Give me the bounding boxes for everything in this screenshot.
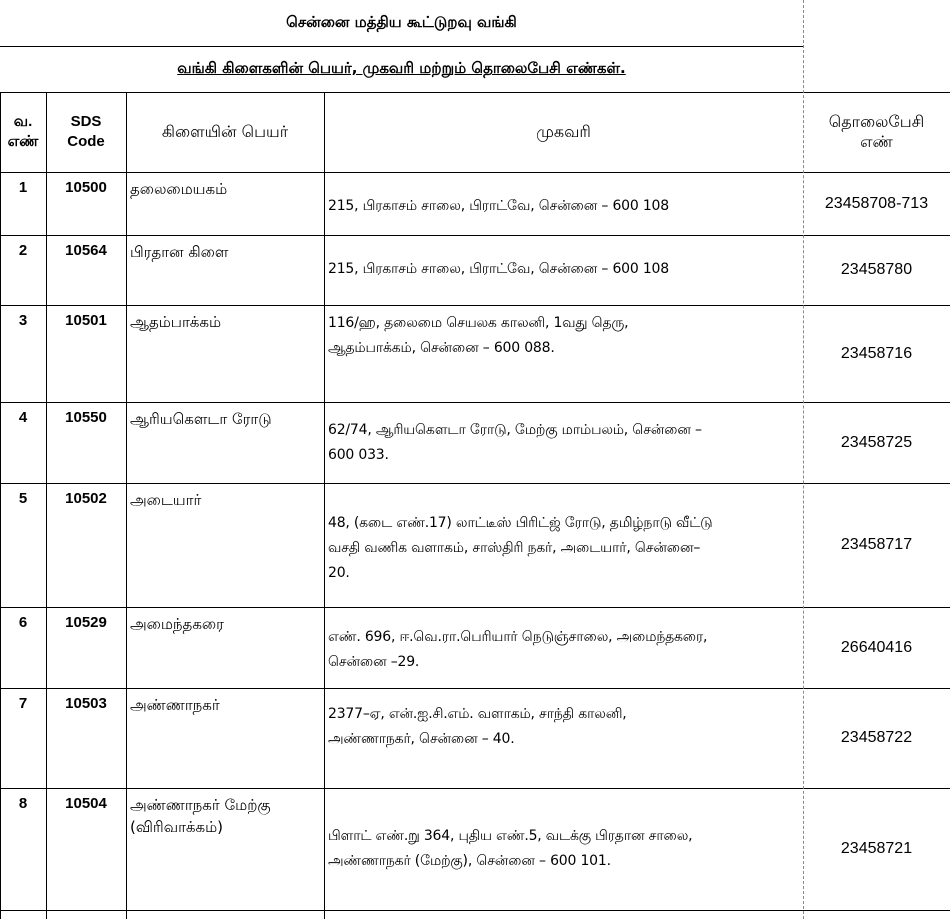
serial-cell: 5 (18, 490, 28, 507)
phone-number: 23458725 (840, 433, 913, 451)
header-sds-code: SDS Code (67, 113, 105, 150)
text-line: 215, பிரகாசம் சாலை, பிராட்வே, சென்னை – 600 108 (328, 198, 669, 214)
text-line: எண். 696, ஈ.வெ.ரா.பெரியார் நெடுஞ்சாலை, அமைந்தகரை, (328, 629, 708, 645)
text-line: ஆதம்பாக்கம், சென்னை – 600 088. (328, 340, 555, 356)
phone-number: 23458708-713 (824, 194, 929, 212)
phone-cell (803, 305, 950, 402)
branch-name-cell (130, 178, 322, 200)
table-row (0, 688, 950, 788)
phone-cell (803, 607, 950, 688)
phone-number: 23458780 (840, 261, 913, 278)
text-line: 48, (கடை எண்.17) லாட்டீஸ் பிரிட்ஜ் ரோடு, தமிழ்நாடு வீட்டு (328, 515, 713, 531)
address-cell (328, 511, 800, 586)
phone-cell (803, 688, 950, 788)
text-line: (விரிவாக்கம்) (130, 818, 224, 836)
row-divider (0, 607, 950, 608)
text-line: 2377–ஏ, என்.ஐ.சி.எம். வளாகம், சாந்தி காலனி, (328, 706, 627, 722)
address-cell (328, 257, 800, 282)
column-divider (126, 92, 127, 919)
sds-code-cell: 10564 (65, 242, 107, 259)
branch-name-cell (130, 311, 322, 333)
row-divider (0, 910, 950, 911)
phone-number: 23458722 (840, 729, 913, 746)
phone-cell (803, 788, 950, 910)
text-line: 600 033. (328, 447, 389, 463)
phone-cell (803, 402, 950, 483)
table-row (0, 402, 950, 483)
sds-code-cell: 10500 (65, 179, 107, 196)
text-line: சென்னை –29. (328, 654, 420, 670)
text-line: தலைமையகம் (130, 180, 228, 198)
table-row (0, 607, 950, 688)
branch-name-cell (130, 489, 322, 511)
text-line: 116/ஹ, தலைமை செயலக காலனி, 1வது தெரு, (328, 315, 629, 331)
row-divider (0, 46, 803, 47)
serial-cell: 7 (18, 695, 28, 712)
row-divider (0, 235, 950, 236)
phone-number: 23458716 (840, 344, 913, 362)
branch-name-cell (130, 694, 322, 716)
address-cell (328, 194, 800, 219)
serial-cell: 6 (18, 614, 28, 631)
address-cell (328, 311, 800, 361)
row-divider (0, 788, 950, 789)
row-divider (0, 688, 950, 689)
text-line: 215, பிரகாசம் சாலை, பிராட்வே, சென்னை – 600 108 (328, 261, 669, 277)
table-row (0, 235, 950, 305)
branch-name-cell (130, 613, 322, 635)
page-subtitle: வங்கி கிளைகளின் பெயர், முகவரி மற்றும் தொலைபேசி எண்கள். (177, 59, 626, 77)
column-divider (46, 92, 47, 919)
text-line: 20. (328, 565, 350, 581)
branch-name-cell (130, 241, 322, 263)
table-row (0, 788, 950, 910)
row-divider (0, 172, 950, 173)
phone-number: 26640416 (840, 638, 913, 656)
address-cell (328, 702, 800, 752)
row-divider (0, 92, 950, 93)
page-title: சென்னை மத்திய கூட்டுறவு வங்கி (286, 13, 517, 31)
table-row (0, 483, 950, 607)
text-line: அண்ணாநகர், சென்னை – 40. (328, 731, 515, 747)
phone-number: 23458717 (840, 536, 913, 553)
table-row (0, 305, 950, 402)
text-line: அடையார் (130, 491, 202, 509)
text-line: ஆரியகௌடா ரோடு (130, 410, 272, 428)
sds-code-cell: 10502 (65, 490, 107, 507)
text-line: 62/74, ஆரியகௌடா ரோடு, மேற்கு மாம்பலம், சென்னை – (328, 422, 702, 438)
header-phone: தொலைபேசி எண் (828, 112, 925, 151)
header-address: முகவரி (536, 122, 591, 141)
address-cell (328, 625, 800, 675)
branch-name-cell (130, 794, 322, 838)
text-line: பிரதான கிளை (130, 243, 229, 261)
row-divider (0, 305, 950, 306)
header-branch-name: கிளையின் பெயர் (161, 122, 289, 141)
text-line: அமைந்தகரை (130, 615, 224, 633)
serial-cell: 2 (18, 242, 28, 259)
serial-cell: 4 (18, 409, 28, 426)
text-line: அண்ணாநகர் (130, 696, 220, 714)
column-divider (324, 92, 325, 919)
sds-code-cell: 10503 (65, 695, 107, 712)
page-break-line (803, 0, 804, 919)
row-divider (0, 483, 950, 484)
header-serial: வ. எண் (7, 113, 39, 150)
text-line: ஆதம்பாக்கம் (130, 313, 222, 331)
text-line: பிளாட் எண்.று 364, புதிய எண்.5, வடக்கு பிரதான சாலை, (328, 828, 693, 844)
address-cell (328, 418, 800, 468)
text-line: வசதி வணிக வளாகம், சாஸ்திரி நகர், அடையார், சென்னை– (328, 540, 701, 556)
sds-code-cell: 10504 (65, 795, 107, 812)
table-row (0, 172, 950, 235)
row-divider (0, 402, 950, 403)
sds-code-cell: 10550 (65, 409, 107, 426)
column-divider (0, 92, 1, 919)
branch-name-cell (130, 408, 322, 430)
phone-cell (803, 172, 950, 235)
phone-number: 23458721 (840, 840, 913, 857)
text-line: அண்ணாநகர் (மேற்கு), சென்னை – 600 101. (328, 853, 611, 869)
address-cell (328, 824, 800, 874)
text-line: அண்ணாநகர் மேற்கு (130, 796, 271, 814)
phone-cell (803, 235, 950, 305)
sds-code-cell: 10501 (65, 312, 107, 329)
phone-cell (803, 483, 950, 607)
serial-cell: 3 (18, 312, 28, 329)
serial-cell: 1 (18, 179, 28, 196)
sds-code-cell: 10529 (65, 614, 107, 631)
serial-cell: 8 (18, 795, 28, 812)
